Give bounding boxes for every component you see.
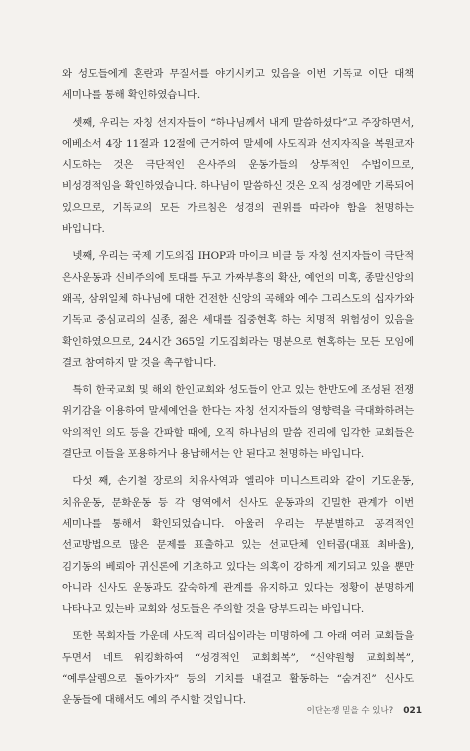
paragraph-4: 특히 한국교회 및 해외 한인교회와 성도들이 안고 있는 한반도에 조성된 전쟁 위기감을 이용하여 말세예언을 한다는 자칭 선지자들의 영향력을 극대화하려는 악의적인 의도 등을 간파할 때에, 오직 하나님의 말씀 진리에 입각한 교회들은 결단코 이들을 포용하거나 용납해서는 안 된다고 천명하는 바입니다. xyxy=(62,384,414,461)
paragraph-1: 와 성도들에게 혼란과 무질서를 야기시키고 있음을 이번 기독교 이단 대책 세미나를 통해 확인하였습니다. xyxy=(62,68,414,102)
page-footer xyxy=(307,704,422,716)
running-title: 이단논쟁 믿을 수 있나? xyxy=(306,706,394,716)
page-number: 021 xyxy=(403,706,422,716)
paragraph-5: 다섯 째, 손기철 장로의 치유사역과 엘리야 미니스트리와 같이 기도운동, 치유운동, 문화운동 등 각 영역에서 신사도 운동과의 긴밀한 관계가 이번 세미나를 통해서 확인되었습니다. 아울러 우리는 무분별하고 공격적인 선교방법으로 많은 문제를 표출하고 있는 선교단체 인터콥(대표 최바울), 김기동의 베뢰아 귀신론에 기초하고 있다는 의혹이 강하게 제기되고 있을 뿐만 아니라 신사도 운동과도 갚숙하게 관계를 유지하고 있다는 정황이 분명하게 나타나고 있는바 교회와 성도들은 주의할 것을 당부드리는 바입니다. xyxy=(62,475,414,616)
paragraph-2: 셋째, 우리는 자칭 선지자들이 “하나님께서 내게 말씀하셨다”고 주장하면서, 에베소서 4장 11절과 12절에 근거하여 말세에 사도직과 선지자직을 복원코자 시도하는 것은 극단적인 은사주의 운동가들의 상투적인 수법이므로, 비성경적임을 확인하였습니다. 하나님이 말씀하신 것은 오직 성경에만 기록되어 있으므로, 기독교의 모든 가르침은 성경의 권위를 따라야 함을 천명하는 바입니다. xyxy=(62,116,414,236)
body-text xyxy=(62,64,414,712)
paragraph-3: 넷째, 우리는 국제 기도의집 IHOP과 마이크 비클 등 자칭 선지자들이 극단적 은사운동과 신비주의에 토대를 두고 가짜부흥의 확산, 예언의 미혹, 종말신앙의 왜곡, 삼위일체 하나님에 대한 건전한 신앙의 곡해와 예수 그리스도의 십자가와 기독교 중심교리의 실종, 젊은 세대를 집중현혹 하는 치명적 위험성이 있음을 확인하였으므로, 24시간 365일 기도집회라는 명분으로 현혹하는 모든 모임에 결코 참여하지 말 것을 촉구합니다. xyxy=(62,250,414,369)
paragraph-6: 또한 목회자들 가운데 사도적 리더십이라는 미명하에 그 아래 여러 교회들을 두면서 네트 워킹화하여 “성경적인 교회회복”, “신약원형 교회회복”, “예루살렘으로 돌아가자” 등의 기치를 내걸고 활동하는 “숨겨진” 신사도 운동들에 대해서도 예의 주시할 것입니다. xyxy=(62,630,414,707)
